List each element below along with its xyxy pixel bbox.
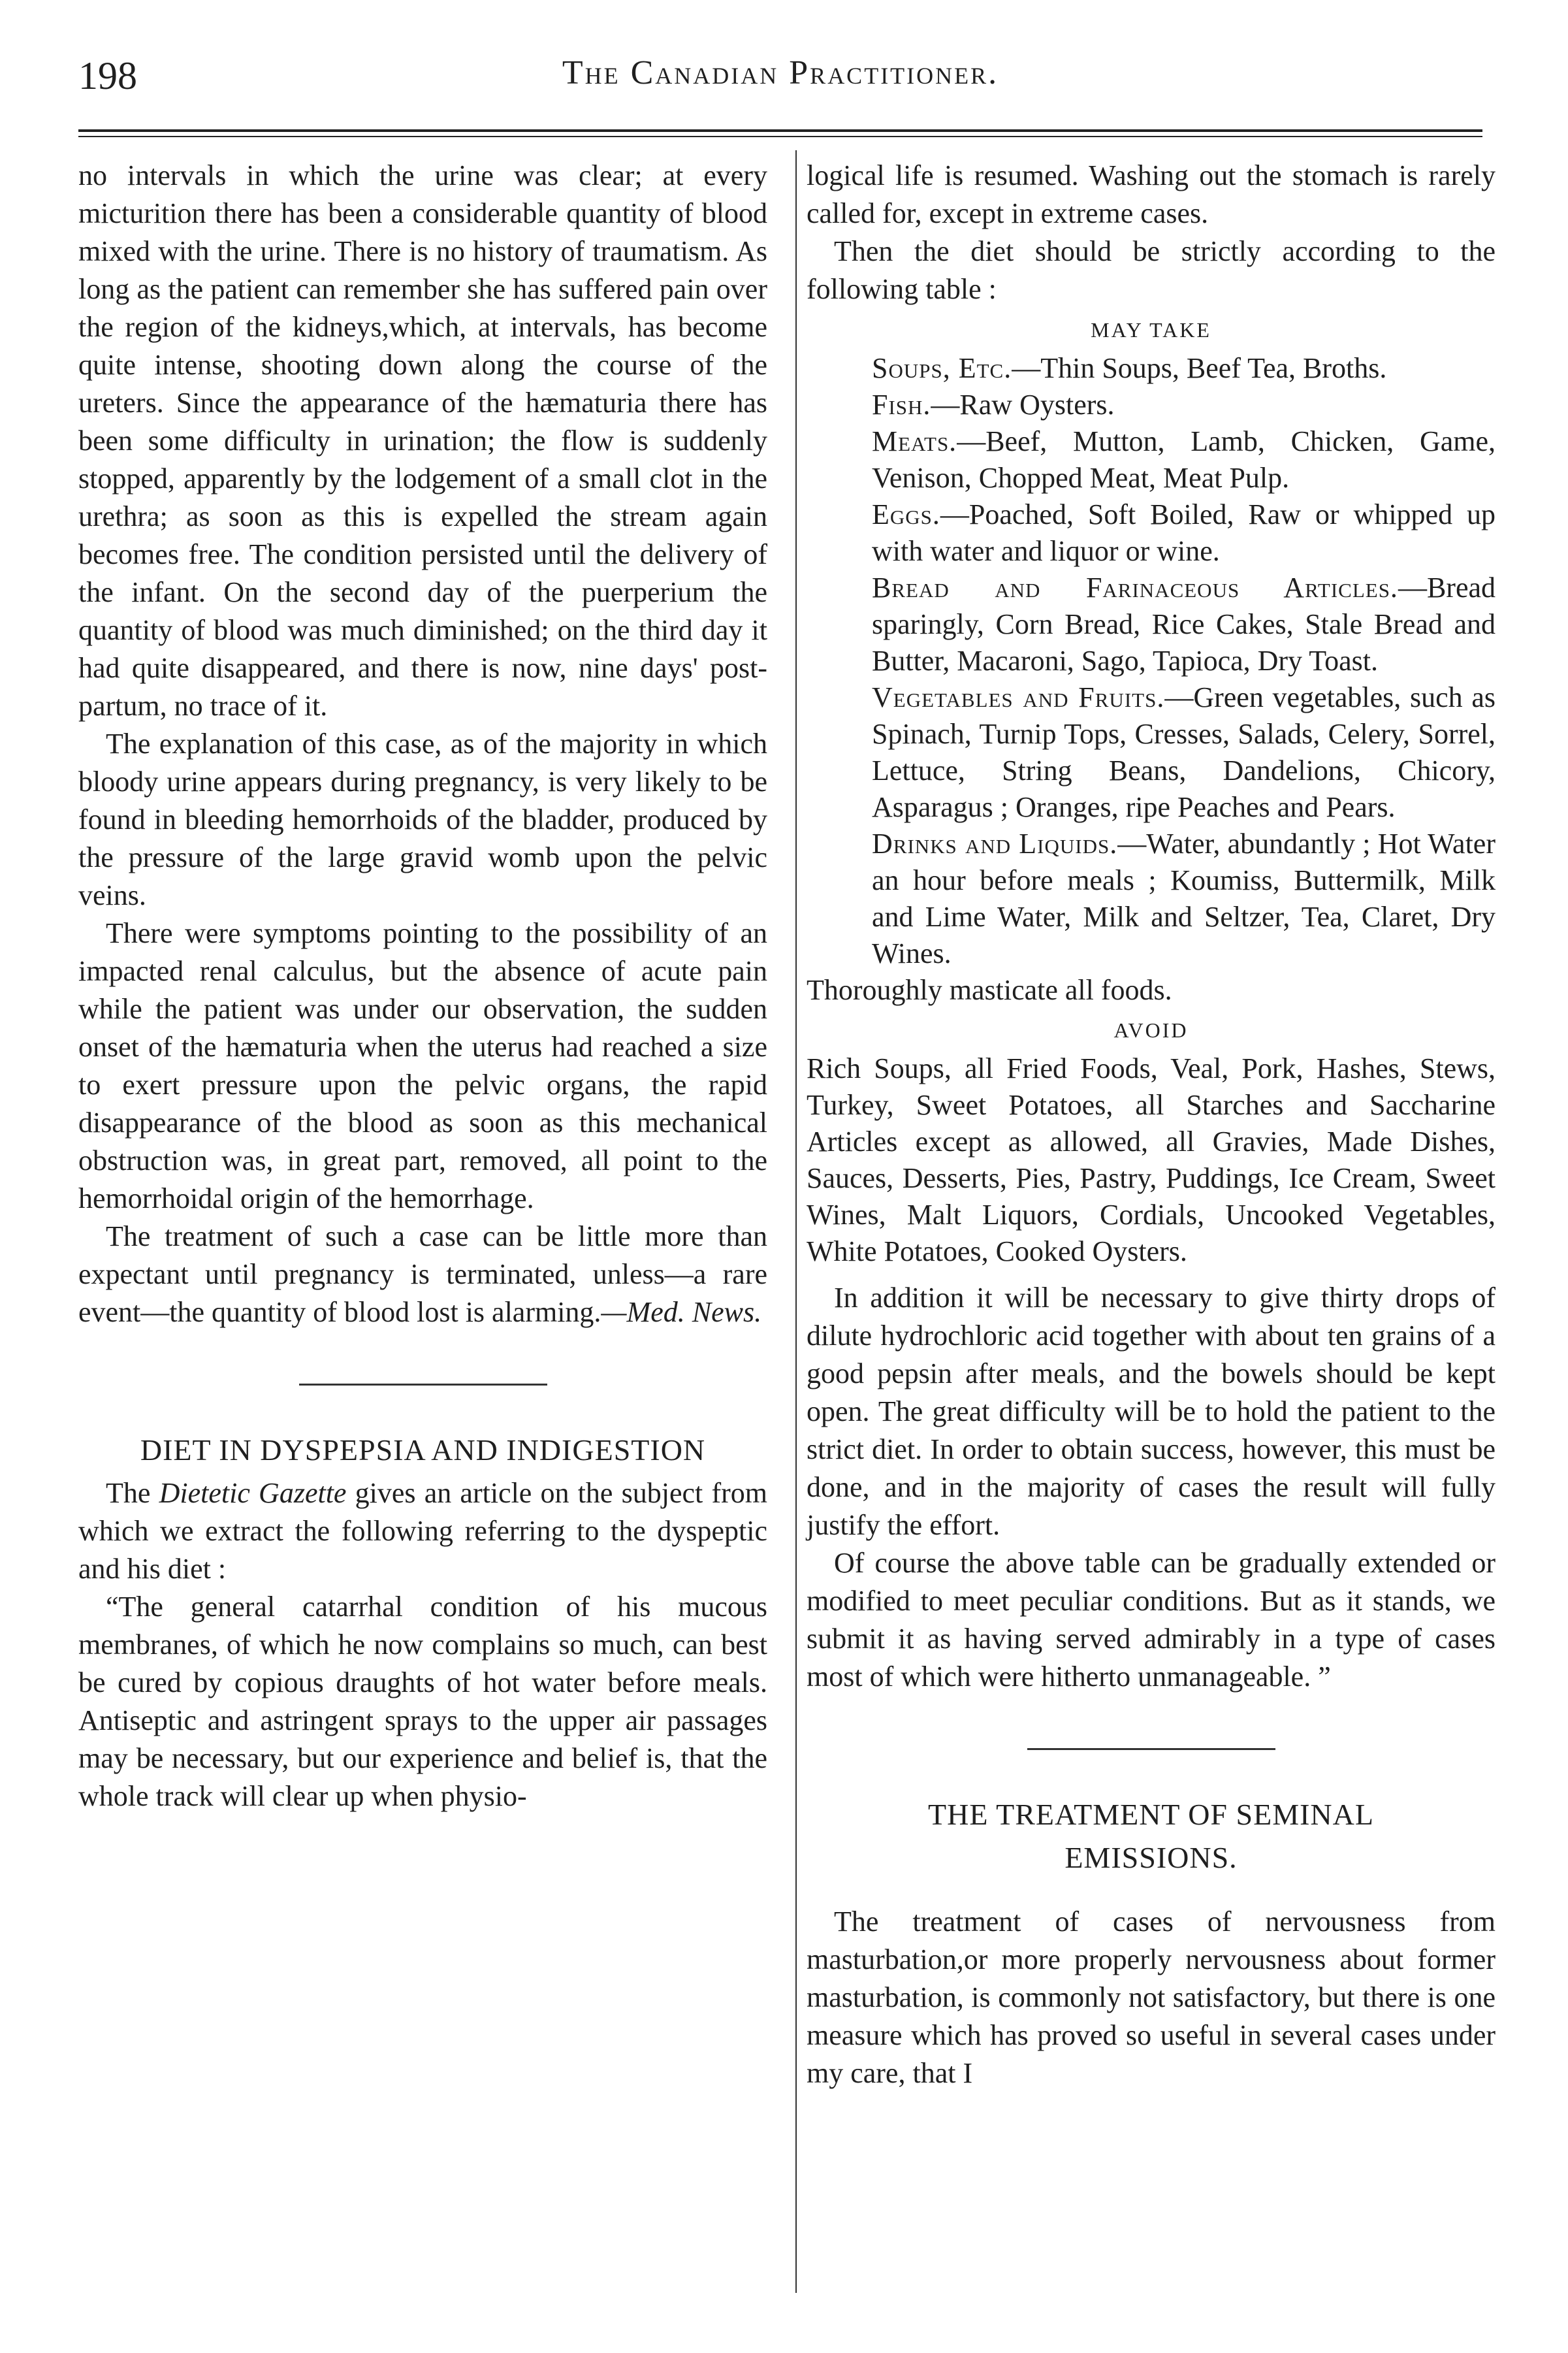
page-number: 198 [78, 54, 137, 97]
diet-foods: —Beef, Mutton, Lamb, Chicken, Game, Venison, Chopped Meat, Meat Pulp. [872, 425, 1496, 494]
diet-item [807, 423, 1496, 496]
diet-item [807, 496, 1496, 570]
source-citation: —Med. News. [601, 1296, 762, 1328]
avoid-heading: AVOID [1113, 1018, 1189, 1042]
header-double-rule [78, 129, 1482, 137]
diet-category: Eggs. [872, 498, 940, 530]
diet-foods: —Raw Oysters. [931, 389, 1115, 421]
paragraph: There were symptoms pointing to the possibility of an impacted renal calculus, but the absence of acute pain while the patient was under our observation, the sudden onset of the hæmaturia when the uterus had reached a size to exert pressure upon the pelvic organs, the rapid disappearance of the blood as soon as this mechanical obstruction was, in great part, removed, all point to the hemorrhoidal origin of the hemorrhage. [78, 917, 767, 1214]
paragraph: Of course the above table can be gradually extended or modified to meet peculiar conditions. But as it stands, we submit it as having served admirably in a type of cases most of which were hitherto unmanageable. ” [807, 1547, 1496, 1693]
section-title: DIET IN DYSPEPSIA AND INDIGESTION [140, 1433, 706, 1467]
section-title-line-1: THE TREATMENT OF SEMINAL [928, 1798, 1374, 1831]
paragraph-text: gives an article on the subject from which we extract the following referring to the dyspeptic and his diet : [78, 1477, 767, 1585]
left-column [78, 157, 767, 1815]
avoid-list: Rich Soups, all Fried Foods, Veal, Pork, Hashes, Stews, Turkey, Sweet Potatoes, all Starches and Saccharine Articles except as allowed, all Gravies, Made Dishes, Sauces, Desserts, Pies, Pastry, Puddings, Ice Cream, Sweet Wines, Malt Liquors, Cordials, Uncooked Vegetables, White Potatoes, Cooked Oysters. [807, 1052, 1496, 1267]
diet-category: Soups, Etc. [872, 352, 1012, 384]
diet-item [807, 826, 1496, 972]
may-take-list [807, 350, 1496, 972]
diet-category: Bread and Farinaceous Articles. [872, 572, 1398, 604]
paragraph: Then the diet should be strictly according to the following table : [807, 235, 1496, 305]
paragraph-text: The treatment of such a case can be little more than expectant until pregnancy is terminated, unless—a rare event—the quantity of blood lost is alarming. [78, 1220, 767, 1328]
may-take-heading: MAY TAKE [1091, 318, 1211, 342]
diet-category: Vegetables and Fruits. [872, 681, 1165, 713]
paragraph: no intervals in which the urine was clear; at every micturition there has been a considerable quantity of blood mixed with the urine. There is no history of traumatism. As long as the patient can remember she has suffered pain over the region of the kidneys,which, at intervals, has become quite intense, shooting down along the course of the ureters. Since the appearance of the hæmaturia there has been some difficulty in urination; the flow is suddenly stopped, apparently by the lodgement of a small clot in the urethra; as soon as this is expelled the stream again becomes free. The condition persisted until the delivery of the infant. On the second day of the puerperium the quantity of blood was much diminished; on the third day it had quite disappeared, and there is now, nine days' post-partum, no trace of it. [78, 159, 767, 722]
page-header [78, 54, 1482, 112]
section-title-line-2: EMISSIONS. [1064, 1841, 1238, 1874]
diet-category: Drinks and Liquids. [872, 828, 1118, 860]
diet-foods: —Thin Soups, Beef Tea, Broths. [1012, 352, 1387, 384]
paragraph: The explanation of this case, as of the majority in which bloody urine appears during pregnancy, is very likely to be found in bleeding hemorrhoids of the bladder, produced by the pressure of the large gravid womb upon the pelvic veins. [78, 728, 767, 911]
masticate-note: Thoroughly masticate all foods. [807, 974, 1172, 1006]
running-title: The Canadian Practitioner. [562, 54, 999, 91]
paragraph [78, 1474, 767, 1588]
diet-category: Fish. [872, 389, 931, 421]
paragraph-text: The [106, 1477, 159, 1509]
column-divider [795, 150, 797, 2293]
journal-title: Dietetic Gazette [159, 1477, 347, 1509]
paragraph [78, 1218, 767, 1331]
diet-foods: —Water, abundantly ; Hot Water an hour before meals ; Koumiss, Buttermilk, Milk and Lime Water, Milk and Seltzer, Tea, Claret, Dry Wines. [872, 828, 1496, 969]
diet-foods: —Bread sparingly, Corn Bread, Rice Cakes, Stale Bread and Butter, Macaroni, Sago, Tapioca, Dry Toast. [872, 572, 1496, 677]
section-separator [299, 1384, 547, 1386]
paragraph: The treatment of cases of nervousness from masturbation,or more properly nervousness about former masturbation, is commonly not satisfactory, but there is one measure which has proved so useful in several cases under my care, that I [807, 1906, 1496, 2089]
diet-item [807, 679, 1496, 826]
paragraph: In addition it will be necessary to give thirty drops of dilute hydrochloric acid together with about ten grains of a good pepsin after meals, and the bowels should be kept open. The great difficulty will be to hold the patient to the strict diet. In order to obtain success, however, this must be done, and in the majority of cases the result will fully justify the effort. [807, 1282, 1496, 1541]
section-separator [1027, 1748, 1275, 1750]
diet-item [807, 387, 1496, 423]
diet-foods: —Poached, Soft Boiled, Raw or whipped up with water and liquor or wine. [872, 498, 1496, 567]
diet-item [807, 570, 1496, 679]
right-column [807, 157, 1496, 2092]
paragraph: “The general catarrhal condition of his mucous membranes, of which he now complains so much, can best be cured by copious draughts of hot water before meals. Antiseptic and astringent sprays to the upper air passages may be necessary, but our experience and belief is, that the whole track will clear up when physio- [78, 1591, 767, 1812]
diet-foods: —Green vegetables, such as Spinach, Turnip Tops, Cresses, Salads, Celery, Sorrel, Lettuce, String Beans, Dandelions, Chicory, Asparagus ; Oranges, ripe Peaches and Pears. [872, 681, 1496, 823]
diet-category: Meats. [872, 425, 957, 457]
paragraph: logical life is resumed. Washing out the stomach is rarely called for, except in extreme cases. [807, 159, 1496, 229]
diet-item [807, 350, 1496, 387]
